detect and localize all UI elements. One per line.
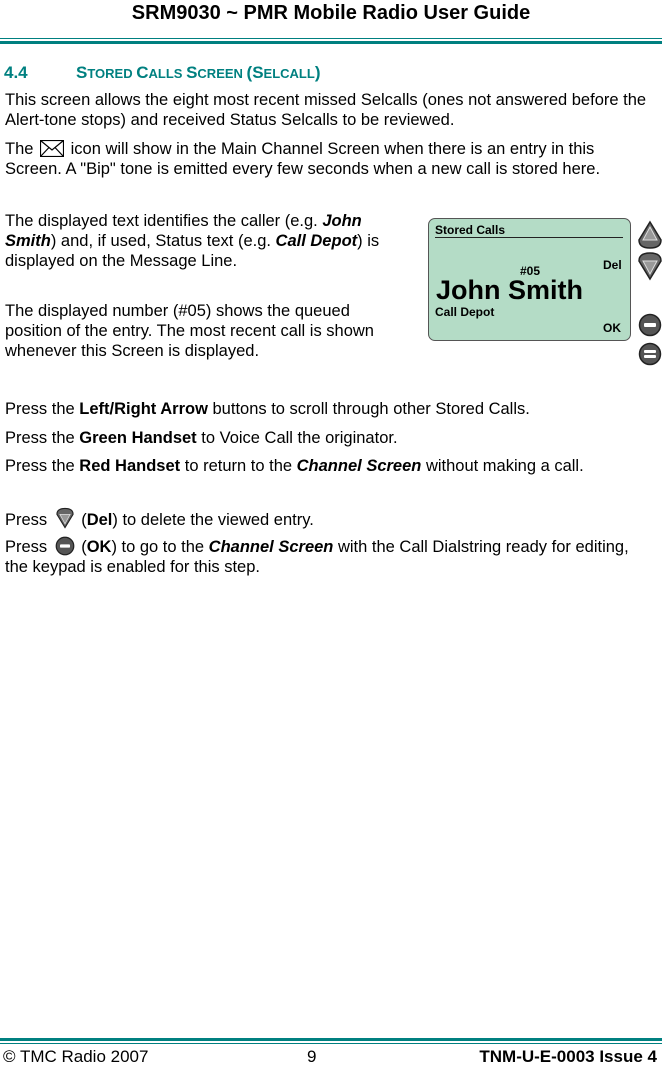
footer-copyright: © TMC Radio 2007 [3,1047,149,1066]
softkey-equals-icon[interactable] [638,342,662,366]
paragraph-green-handset: Press the Green Handset to Voice Call the originator. [5,429,398,447]
example-caller-name: John Smith [5,212,362,250]
paragraph-arrow-buttons: Press the Left/Right Arrow buttons to scroll through other Stored Calls. [5,400,530,418]
paragraph-ok: Press (OK) to go to the Channel Screen with the Call Dialstring ready for editing, the keypad is enabled for this step. [5,538,629,576]
page-header [0,0,662,25]
section-title: STORED CALLS SCREEN (SELCALL) [76,63,321,82]
softkey-ok-label: OK [603,321,621,335]
stored-calls-screen [428,218,631,341]
paragraph-del: Press (Del) to delete the viewed entry. [5,507,655,530]
screen-title: Stored Calls [435,223,623,238]
down-arrow-inline-icon [55,507,75,529]
example-status-text: Call Depot [275,232,358,250]
paragraph-caller-text: The displayed text identifies the caller (e.g. John Smith) and, if used, Status text (e.g. Call Depot) is displayed on the Message Line. [5,212,380,270]
up-arrow-icon[interactable] [637,220,662,250]
footer-rule [0,1038,662,1044]
paragraph-red-handset: Press the Red Handset to return to the Channel Screen without making a call. [5,457,584,475]
paragraph-envelope-icon: The icon will show in the Main Channel Screen when there is an entry in this Screen. A "Bip" tone is emitted every few seconds when a new call is stored here. [5,140,601,178]
document-title: SRM9030 ~ PMR Mobile Radio User Guide [131,2,531,24]
footer-page-number: 9 [307,1047,317,1066]
header-rule [0,38,662,44]
softkey-minus-icon[interactable] [638,313,662,337]
caller-name: John Smith [436,275,583,305]
footer-doc-id: TNM-U-E-0003 Issue 4 [479,1047,657,1066]
softkey-minus-inline-icon [55,536,75,556]
status-text: Call Depot [435,305,495,319]
down-arrow-icon[interactable] [637,251,662,281]
section-heading [4,62,321,85]
paragraph-intro: This screen allows the eight most recent missed Selcalls (ones not answered before the Alert-tone stops) and received Status Selcalls to be reviewed. [5,91,647,129]
entry-number: #05 [520,264,541,278]
softkey-del-label: Del [603,258,622,272]
paragraph-queue-number: The displayed number (#05) shows the queued position of the entry. The most recent call is shown whenever this Screen is displayed. [5,302,374,360]
section-number: 4.4 [4,63,28,82]
envelope-icon [40,140,64,157]
